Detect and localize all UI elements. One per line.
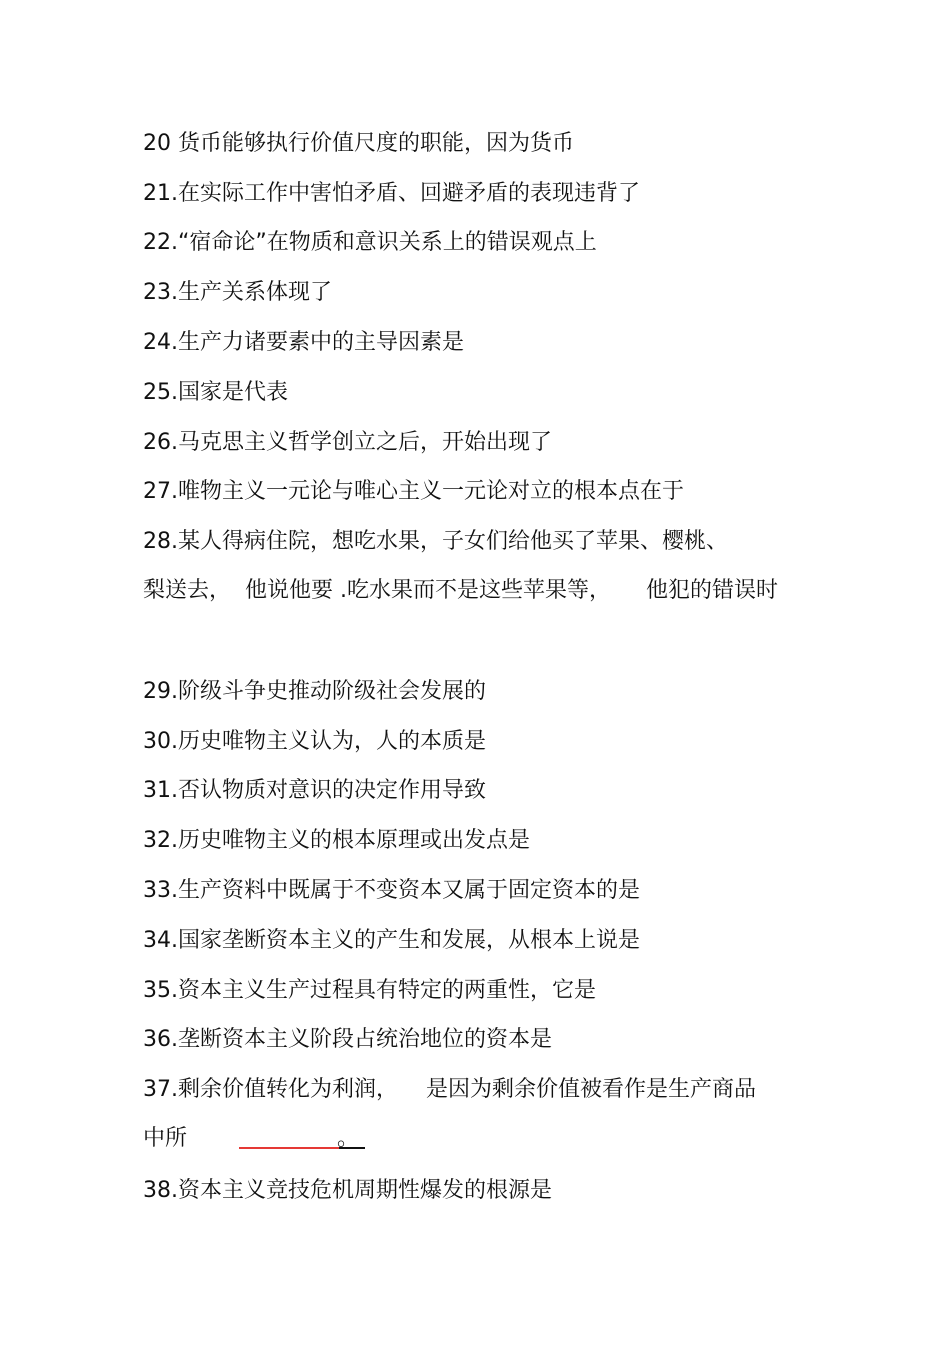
question-37: 37.剩余价值转化为利润， 是因为剩余价值被看作是生产商品	[143, 1077, 756, 1102]
question-34: 34.国家垄断资本主义的产生和发展，从根本上说是	[143, 928, 640, 953]
question-38: 38.资本主义竞技危机周期性爆发的根源是	[143, 1178, 552, 1203]
question-36: 36.垄断资本主义阶段占统治地位的资本是	[143, 1027, 552, 1052]
question-30: 30.历史唯物主义认为，人的本质是	[143, 729, 486, 754]
question-28-continued: 梨送去， 他说他要 .吃水果而不是这些苹果等， 他犯的错误时	[143, 578, 778, 603]
question-27: 27.唯物主义一元论与唯心主义一元论对立的根本点在于	[143, 479, 684, 504]
question-35: 35.资本主义生产过程具有特定的两重性，它是	[143, 978, 596, 1003]
blank-period: 。	[337, 1126, 360, 1151]
question-24: 24.生产力诸要素中的主导因素是	[143, 330, 464, 355]
question-37-continued-text: 中所	[143, 1126, 188, 1151]
question-28: 28.某人得病住院，想吃水果，子女们给他买了苹果、樱桃、	[143, 529, 728, 554]
question-33: 33.生产资料中既属于不变资本又属于固定资本的是	[143, 878, 640, 903]
question-20: 20 货币能够执行价值尺度的职能，因为货币	[143, 131, 574, 156]
question-21: 21.在实际工作中害怕矛盾、回避矛盾的表现违背了	[143, 181, 640, 206]
question-26: 26.马克思主义哲学创立之后，开始出现了	[143, 430, 552, 455]
question-23: 23.生产关系体现了	[143, 280, 332, 305]
question-25: 25.国家是代表	[143, 380, 288, 405]
question-22: 22.“宿命论”在物质和意识关系上的错误观点上	[143, 230, 597, 255]
question-29: 29.阶级斗争史推动阶级社会发展的	[143, 679, 486, 704]
question-32: 32.历史唯物主义的根本原理或出发点是	[143, 828, 530, 853]
question-37-continued	[143, 1125, 365, 1153]
question-31: 31.否认物质对意识的决定作用导致	[143, 778, 486, 803]
answer-blank	[187, 1125, 365, 1153]
